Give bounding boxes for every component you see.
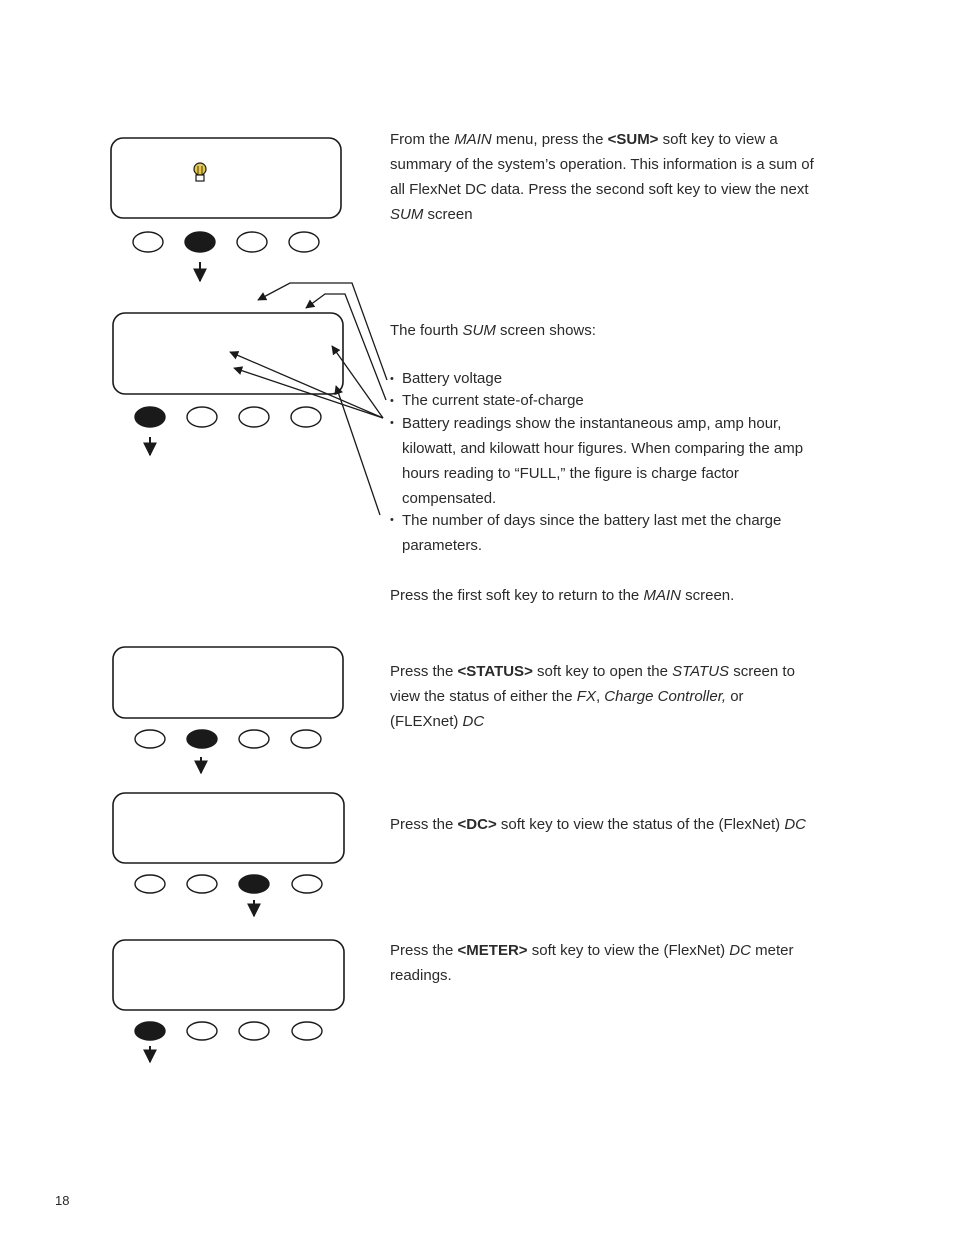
key-name: <SUM>: [607, 131, 659, 148]
intro-paragraph: [390, 127, 815, 227]
key-name: <STATUS>: [457, 663, 533, 680]
text: soft key to open the: [532, 663, 673, 680]
soft-key-1[interactable]: [135, 1022, 165, 1040]
device-name: DC: [784, 816, 807, 833]
text: ,: [595, 688, 605, 705]
soft-key-2[interactable]: [185, 232, 215, 252]
text: Press the: [390, 663, 458, 680]
soft-key-2[interactable]: [187, 1022, 217, 1040]
bullet-item: • The number of days since the battery last met the charge parameters.: [390, 508, 805, 558]
device-name: Charge Controller,: [604, 688, 727, 705]
text: screen.: [680, 587, 735, 604]
text: screen to view the status of either the: [390, 663, 795, 705]
soft-key-1[interactable]: [133, 232, 163, 252]
soft-key-3[interactable]: [239, 1022, 269, 1040]
text: meter readings.: [390, 942, 794, 984]
bullet-item: • Battery readings show the instantaneous amp, amp hour, kilowatt, and kilowatt hour figures. When comparing the amp hours reading to “FULL,” the figure is charge factor compensated.: [390, 411, 805, 511]
lcd-panel-main: [111, 138, 341, 281]
soft-key-1[interactable]: [135, 730, 165, 748]
soft-key-4[interactable]: [289, 232, 319, 252]
device-name: FX: [576, 688, 596, 705]
text: screen: [423, 206, 473, 223]
text: From the: [390, 131, 455, 148]
text: menu, press the: [491, 131, 608, 148]
text: The fourth: [390, 322, 463, 339]
text: screen shows:: [495, 322, 596, 339]
device-name: DC: [462, 713, 485, 730]
menu-name: MAIN: [454, 131, 492, 148]
soft-key-3[interactable]: [239, 730, 269, 748]
lcd-screen: [113, 647, 343, 718]
lcd-screen: [113, 940, 344, 1010]
screen-name: STATUS: [672, 663, 730, 680]
soft-key-3[interactable]: [237, 232, 267, 252]
lcd-screen: [111, 138, 341, 218]
text: Press the: [390, 942, 458, 959]
text: soft key to view a summary of the system’s operation. This information is a sum of all FlexNet DC data. Press the second soft key to view the next: [390, 131, 814, 198]
lightbulb-icon: [194, 163, 206, 181]
bullet-list: [390, 368, 805, 558]
meter-paragraph: [390, 938, 810, 988]
dc-paragraph: [390, 812, 830, 837]
soft-key-4[interactable]: [292, 875, 322, 893]
key-name: <METER>: [457, 942, 528, 959]
soft-key-2[interactable]: [187, 407, 217, 427]
soft-key-2[interactable]: [187, 875, 217, 893]
status-paragraph: [390, 659, 815, 734]
screen-name: SUM: [390, 206, 424, 223]
soft-key-3[interactable]: [239, 407, 269, 427]
return-paragraph: [390, 583, 820, 608]
lcd-screen: [113, 313, 343, 394]
soft-key-4[interactable]: [291, 730, 321, 748]
lcd-screen: [113, 793, 344, 863]
page-number: 18: [55, 1193, 70, 1208]
soft-key-3[interactable]: [239, 875, 269, 893]
lcd-panel-meter: [113, 940, 344, 1062]
bullet-item: • The current state-of-charge: [390, 390, 805, 412]
soft-key-1[interactable]: [135, 407, 165, 427]
lcd-panel-sum: [113, 313, 343, 455]
soft-key-2[interactable]: [187, 730, 217, 748]
screen-name: SUM: [462, 322, 496, 339]
bullet-item: • Battery voltage: [390, 368, 805, 390]
soft-key-4[interactable]: [291, 407, 321, 427]
text: Press the first soft key to return to the: [390, 587, 644, 604]
text: or (FLEXnet): [390, 688, 744, 730]
lcd-panel-dc: [113, 793, 344, 916]
screen-name: MAIN: [643, 587, 681, 604]
key-name: <DC>: [457, 816, 497, 833]
text: soft key to view the status of the (FlexNet): [496, 816, 785, 833]
soft-key-1[interactable]: [135, 875, 165, 893]
device-name: DC: [729, 942, 751, 959]
text: soft key to view the (FlexNet): [527, 942, 730, 959]
text: Press the: [390, 816, 458, 833]
fourth-screen-heading: [390, 318, 820, 343]
soft-key-4[interactable]: [292, 1022, 322, 1040]
lcd-panel-status: [113, 647, 343, 773]
